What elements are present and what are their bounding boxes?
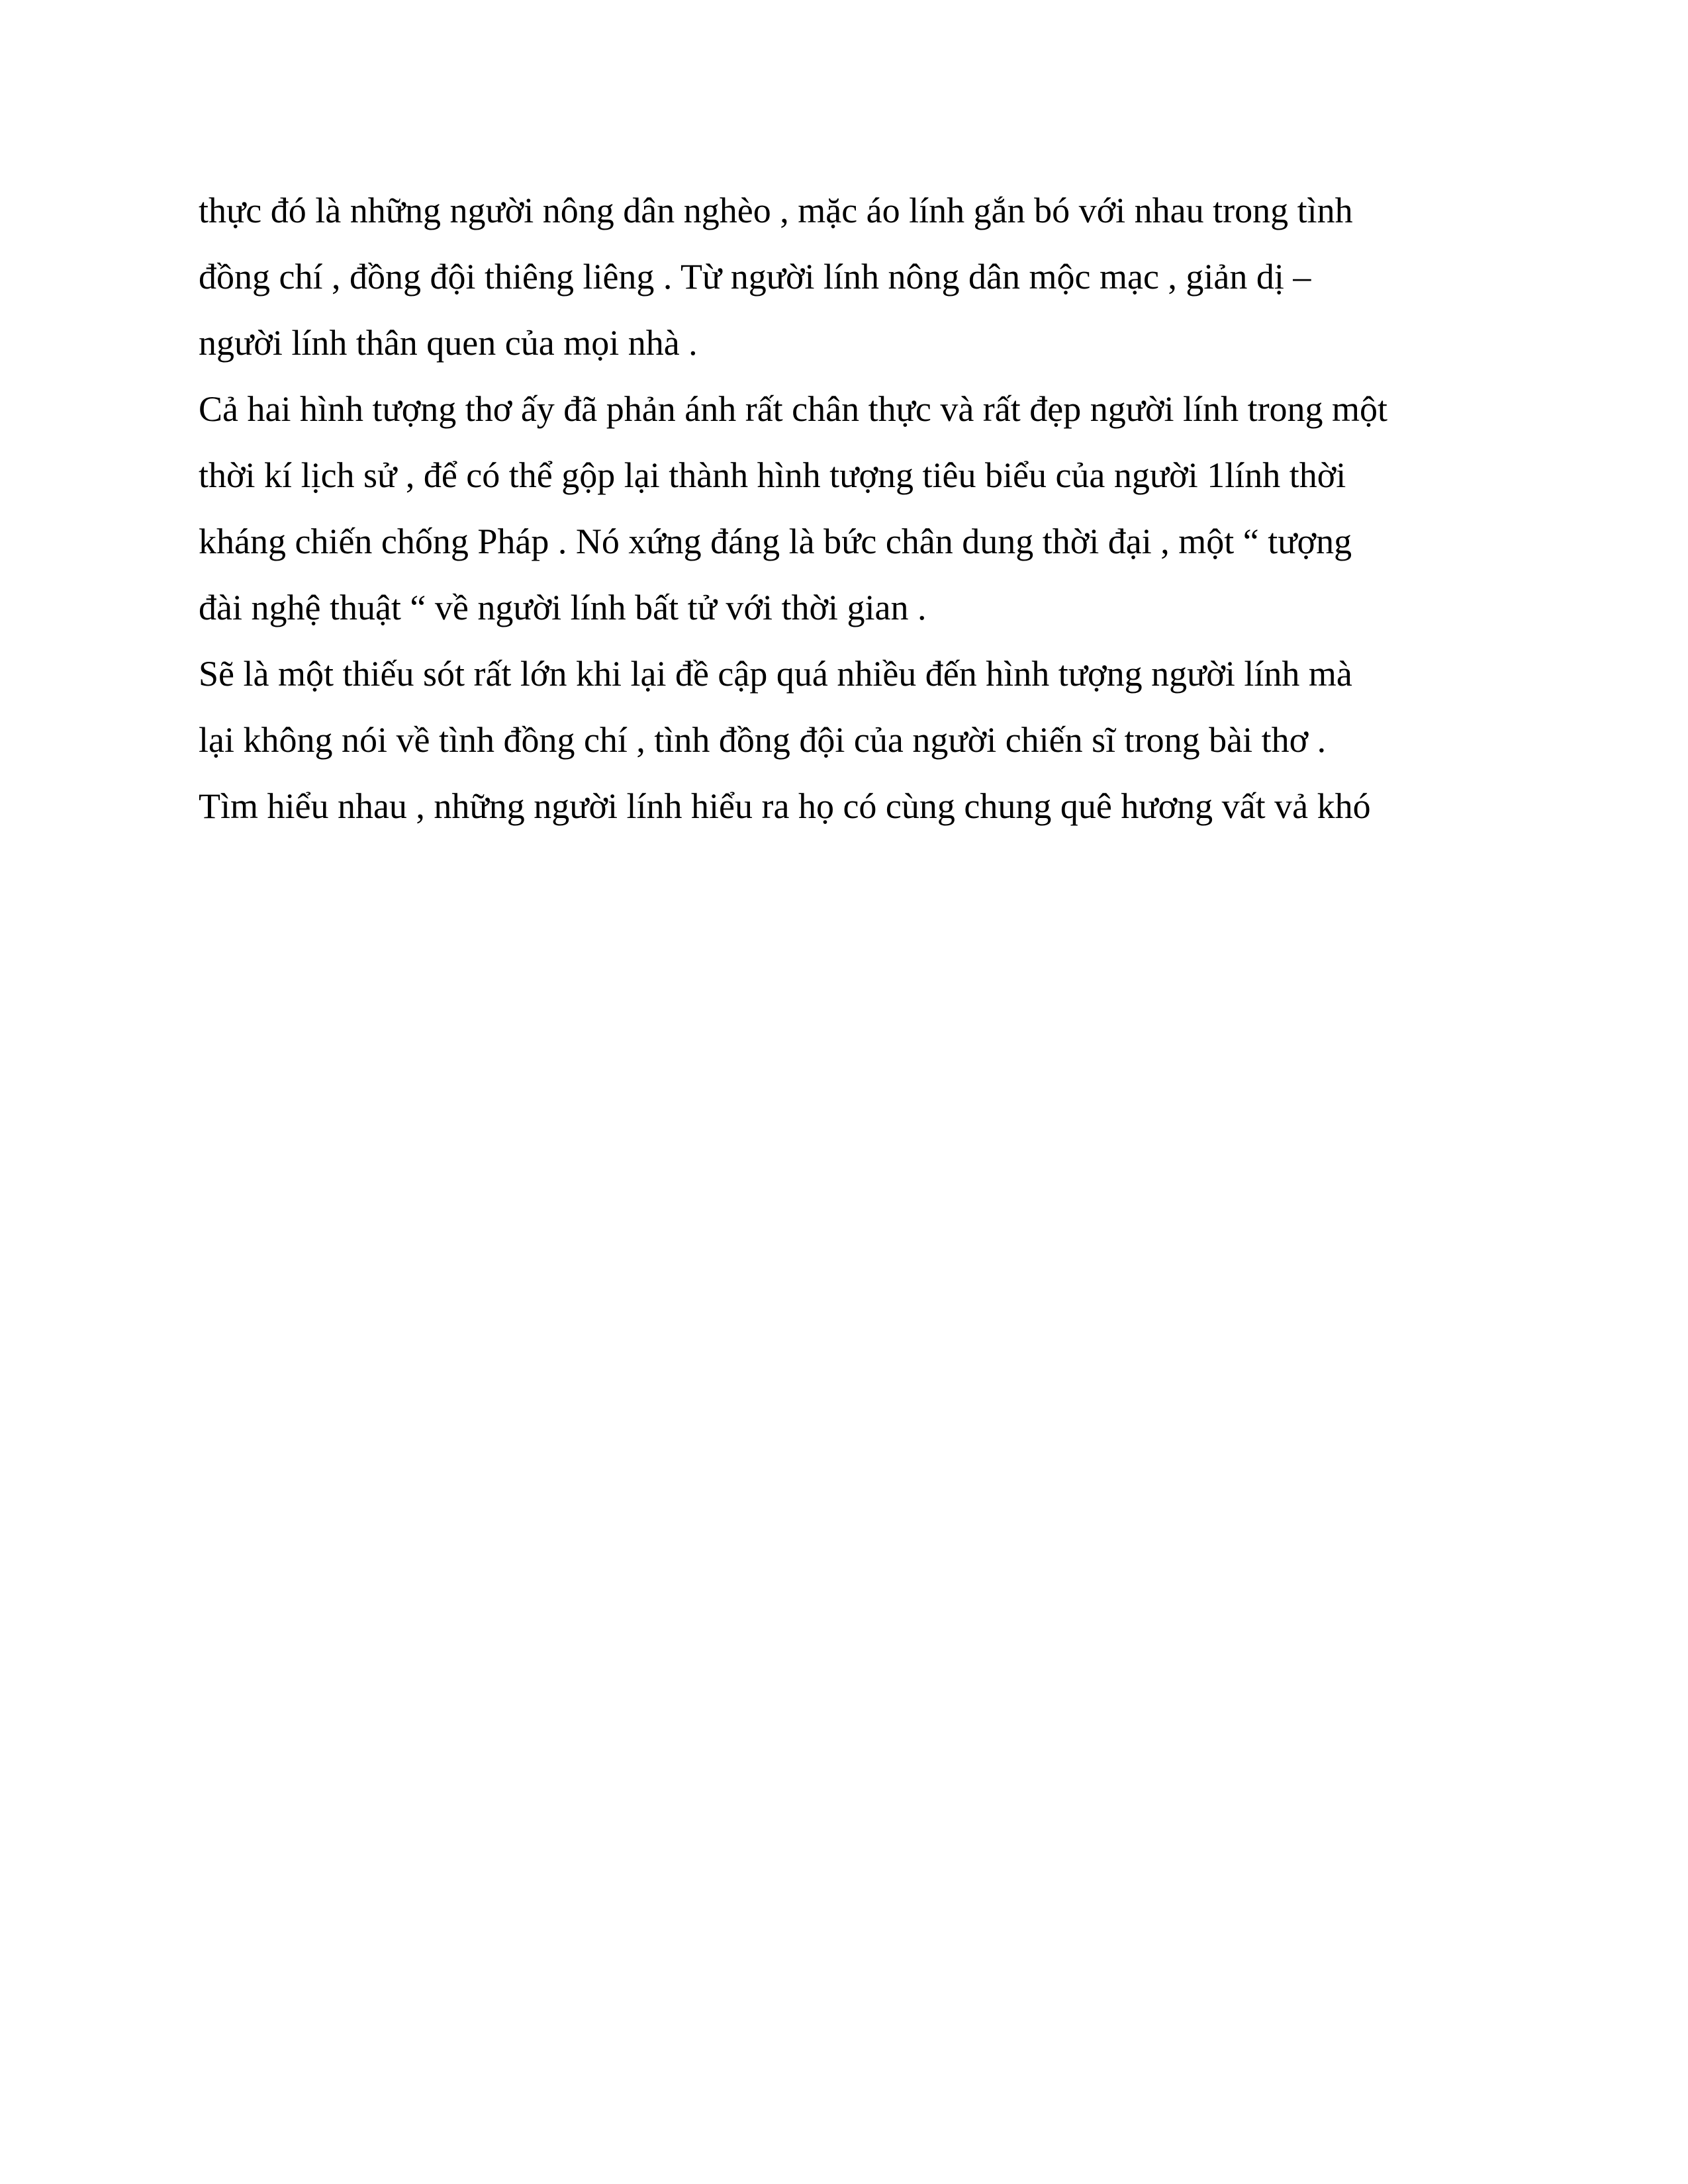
text-line: kháng chiến chống Pháp . Nó xứng đáng là bức chân dung thời đại , một “ tượng [199, 522, 1352, 561]
text-line: người lính thân quen của mọi nhà . [199, 323, 698, 363]
text-line: thời kí lịch sử , để có thể gộp lại thành hình tượng tiêu biểu của người 1lính thời [199, 455, 1346, 495]
text-line: thực đó là những người nông dân nghèo , mặc áo lính gắn bó với nhau trong tình [199, 191, 1353, 230]
body-text [199, 177, 1516, 839]
text-line: đồng chí , đồng đội thiêng liêng . Từ người lính nông dân mộc mạc , giản dị – [199, 257, 1311, 296]
text-line: Sẽ là một thiếu sót rất lớn khi lại đề cập quá nhiều đến hình tượng người lính mà [199, 654, 1352, 694]
text-line: Cả hai hình tượng thơ ấy đã phản ánh rất chân thực và rất đẹp người lính trong một [199, 389, 1388, 429]
text-line: Tìm hiểu nhau , những người lính hiểu ra họ có cùng chung quê hương vất vả khó [199, 786, 1371, 826]
text-line: lại không nói về tình đồng chí , tình đồng đội của người chiến sĩ trong bài thơ . [199, 720, 1327, 760]
text-line: đài nghệ thuật “ về người lính bất tử với thời gian . [199, 588, 927, 627]
